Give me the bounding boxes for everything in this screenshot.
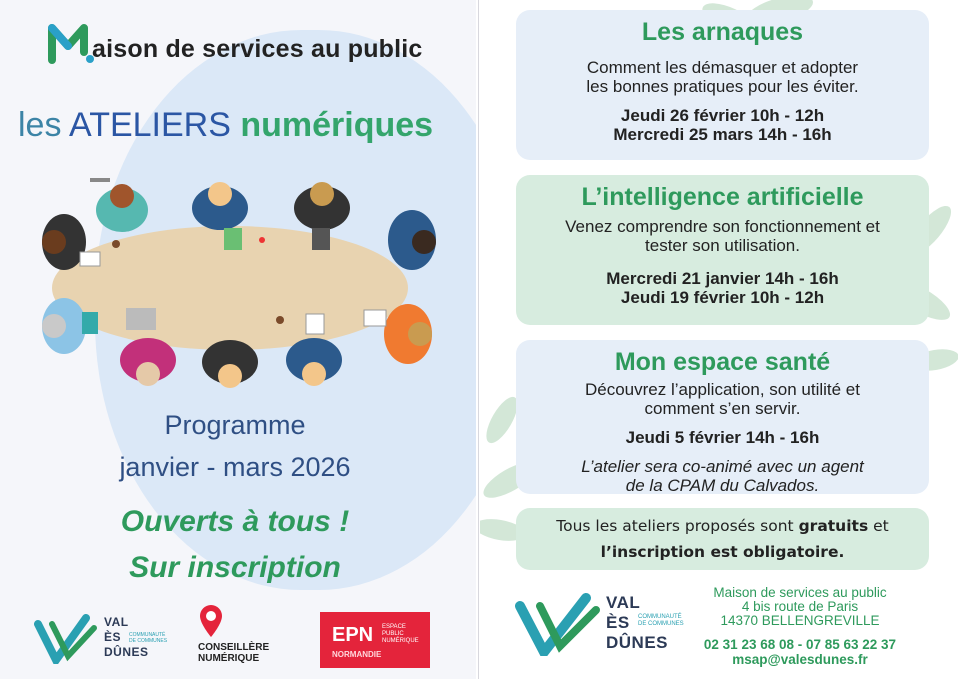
workshop-title: Les arnaques xyxy=(641,18,804,46)
page-divider xyxy=(478,0,479,679)
contact-phones: 02 31 23 68 08 - 07 85 63 22 37 xyxy=(703,637,897,652)
workshop-title: L’intelligence artificielle xyxy=(581,183,864,211)
workshop-card-arnaques xyxy=(516,10,929,160)
person-right-bottom xyxy=(364,304,432,364)
note-line: L’atelier sera co-animé avec un agent xyxy=(581,457,864,476)
conseillere-line-2: NUMÉRIQUE xyxy=(198,653,260,664)
right-page xyxy=(480,0,958,679)
workshop-description xyxy=(516,58,929,96)
epn-sub-1: ESPACE xyxy=(382,624,406,630)
programme-label: Programme xyxy=(164,410,306,440)
workshop-date: Mercredi 21 janvier 14h - 16h xyxy=(606,269,839,288)
title-part-les: les xyxy=(18,106,70,144)
description-line: Comment les démasquer et adopter xyxy=(586,58,859,77)
summary-free: gratuits xyxy=(798,517,869,535)
conseillere-line-1: CONSEILLÈRE xyxy=(198,642,270,653)
msap-m-logo-icon xyxy=(48,22,94,64)
description-line: Venez comprendre son fonctionnement et xyxy=(565,217,880,236)
summary-line-2 xyxy=(516,539,929,565)
person-bottom-2 xyxy=(202,340,258,388)
val-es-dunes-logo-large xyxy=(514,590,684,660)
epn-sub-2: PUBLIC xyxy=(382,631,404,637)
workshop-dates xyxy=(516,106,929,144)
logo-es: ÈS xyxy=(104,630,122,644)
person-top-1 xyxy=(90,178,148,232)
epn-sub-text xyxy=(382,624,419,645)
workshop-description xyxy=(516,217,929,255)
registration-required: Sur inscription xyxy=(129,551,341,584)
ateliers-title xyxy=(18,106,433,145)
workshop-date: Mercredi 25 mars 14h - 16h xyxy=(613,125,832,144)
contact-name: Maison de services au public xyxy=(713,585,887,600)
person-right-top xyxy=(388,210,436,270)
person-left-top xyxy=(42,214,100,270)
description-line: les bonnes pratiques pour les éviter. xyxy=(586,77,859,96)
contact-address-1: 4 bis route de Paris xyxy=(741,599,859,614)
contact-address-2: 14370 BELLENGREVILLE xyxy=(720,613,880,628)
workshop-date: Jeudi 19 février 10h - 12h xyxy=(620,288,825,307)
epn-logo xyxy=(320,612,430,668)
free-registration-box xyxy=(516,508,929,570)
logo-dunes: DÛNES xyxy=(104,645,149,659)
description-line: tester son utilisation. xyxy=(645,236,800,255)
location-pin-icon xyxy=(198,604,224,638)
logo-val: VAL xyxy=(104,615,129,629)
summary-text-end: et xyxy=(868,517,889,535)
logo-sub-1: COMMUNAUTÉ xyxy=(638,614,682,620)
logo-val: VAL xyxy=(606,593,641,612)
open-to-all: Ouverts à tous ! xyxy=(120,505,350,538)
logo-sub-2: DE COMMUNES xyxy=(129,638,168,644)
summary-registration: l’inscription est obligatoire. xyxy=(600,543,845,561)
description-line: comment s’en servir. xyxy=(644,399,801,418)
workshop-note xyxy=(516,457,929,495)
conseillere-numerique-logo xyxy=(194,608,284,668)
note-line: de la CPAM du Calvados. xyxy=(625,476,820,495)
title-part-numeriques: numériques xyxy=(240,106,434,144)
logo-sub-2: DE COMMUNES xyxy=(638,621,684,627)
summary-text: Tous les ateliers proposés sont xyxy=(556,517,799,535)
workshop-dates xyxy=(516,428,929,447)
title-part-ateliers: ATELIERS xyxy=(69,106,231,144)
workshop-card-sante xyxy=(516,340,929,494)
programme-period: janvier - mars 2026 xyxy=(119,452,351,482)
workshop-date: Jeudi 5 février 14h - 16h xyxy=(625,428,820,447)
workshop-date: Jeudi 26 février 10h - 12h xyxy=(620,106,825,125)
msap-header-title: aison de services au public xyxy=(92,35,423,63)
epn-region: NORMANDIE xyxy=(332,650,382,659)
workshop-card-ia xyxy=(516,175,929,325)
epn-big-text: EPN xyxy=(332,624,374,646)
val-es-dunes-logo xyxy=(34,608,174,668)
summary-line-1 xyxy=(516,513,929,539)
logo-es: ÈS xyxy=(606,613,630,632)
contact-email[interactable]: msap@valesdunes.fr xyxy=(732,652,868,667)
epn-sub-3: NUMÉRIQUE xyxy=(382,638,419,644)
val-es-dunes-v-icon xyxy=(34,614,104,664)
left-page xyxy=(0,0,476,679)
logo-dunes: DÛNES xyxy=(606,633,669,652)
conseillere-label xyxy=(198,642,269,664)
meeting-table-illustration xyxy=(30,170,460,400)
logo-sub-1: COMMUNAUTÉ xyxy=(129,632,166,638)
workshop-title: Mon espace santé xyxy=(614,348,831,376)
val-es-dunes-v-icon xyxy=(514,592,610,656)
msap-header xyxy=(48,18,423,64)
workshop-dates xyxy=(516,269,929,307)
workshop-description xyxy=(516,380,929,418)
description-line: Découvrez l’application, son utilité et xyxy=(585,380,860,399)
